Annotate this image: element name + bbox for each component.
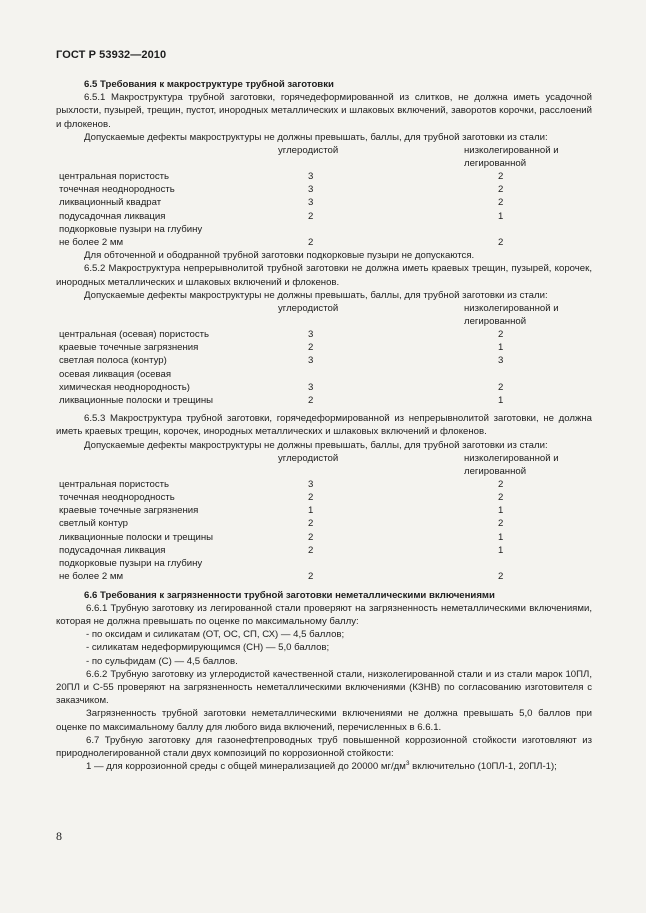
row-label: подкорковые пузыри на глубину не более 2 мм xyxy=(59,558,203,583)
table1-header xyxy=(56,144,592,170)
row-value-carbon: 3 xyxy=(308,171,314,183)
note-bubbles: Для обточенной и ободранной трубной заготовки подкорковые пузыри не допускаются. xyxy=(84,250,475,262)
table3-header xyxy=(56,452,592,478)
table-row xyxy=(56,544,592,557)
row-label: светлый контур xyxy=(59,518,128,530)
composition-item-1-text: 1 — для коррозионной среды с общей минерализацией до 20000 мг/дм xyxy=(86,761,406,773)
defects-table-3 xyxy=(56,452,592,584)
row-value-alloy: 2 xyxy=(498,478,504,490)
row-label: центральная (осевая) пористость xyxy=(59,329,210,341)
table-row xyxy=(56,368,592,394)
row-value-alloy: 2 xyxy=(498,171,504,183)
row-value-alloy: 3 xyxy=(498,355,504,367)
table-row xyxy=(56,478,592,491)
row-value-alloy: 2 xyxy=(498,197,504,209)
row-value-carbon: 3 xyxy=(308,329,314,341)
table3-col-carbon: углеродистой xyxy=(278,452,339,464)
row-value-alloy: 1 xyxy=(498,395,504,407)
row-value-alloy: 2 xyxy=(498,518,504,530)
row-label: ликвационные полоски и трещины xyxy=(59,531,214,543)
defects-table-1 xyxy=(56,144,592,249)
para-6-6-2-b: Загрязненность трубной заготовки неметаллическими включениями не должна превышать 5,0 баллов при оценке по максимальному баллу для любого вида включений, перечисленных в 6.6.1. xyxy=(56,708,592,733)
table-row xyxy=(56,557,592,583)
table2-col-alloy: низколегированной и легированной xyxy=(464,303,559,328)
row-value-carbon: 3 xyxy=(308,478,314,490)
row-label: светлая полоса (контур) xyxy=(59,355,167,367)
table3-intro: Допускаемые дефекты макроструктуры не должны превышать, баллы, для трубной заготовки из стали: xyxy=(84,439,548,451)
table1-col-alloy: низколегированной и легированной xyxy=(464,145,559,170)
table-row xyxy=(56,223,592,249)
composition-item-1-grades: включительно (10ПЛ-1, 20ПЛ-1); xyxy=(409,761,557,773)
row-value-carbon: 2 xyxy=(308,237,314,249)
para-6-5-3: 6.5.3 Макроструктура трубной заготовки, горячедеформированной из непрерывнолитой заготовки, не должна иметь краевых трещин, корочек, инородных металлических и шлаковых включений и флокенов. xyxy=(56,413,592,438)
table-row xyxy=(56,328,592,341)
para-6-7: 6.7 Трубную заготовку для газонефтепроводных труб повышенной коррозионной стойкости изготовляют из природнолегированной стали двух композиций по коррозионной стойкости: xyxy=(56,734,592,759)
row-value-carbon: 2 xyxy=(308,395,314,407)
row-label: подкорковые пузыри на глубину не более 2 мм xyxy=(59,223,203,249)
row-value-alloy: 2 xyxy=(498,184,504,196)
page-content xyxy=(56,78,592,773)
row-value-carbon: 2 xyxy=(308,492,314,504)
row-value-alloy: 1 xyxy=(498,544,504,556)
section-6-6-title: 6.6 Требования к загрязненности трубной заготовки неметаллическими включениями xyxy=(84,589,495,601)
superscript-3: 3 xyxy=(405,760,410,768)
table-row xyxy=(56,504,592,517)
row-value-carbon: 3 xyxy=(308,184,314,196)
list-item: - силикатам недеформирующимся (СН) — 5,0 баллов; xyxy=(86,642,330,654)
row-label: подусадочная ликвация xyxy=(59,544,166,556)
row-value-carbon: 2 xyxy=(308,342,314,354)
table1-col-carbon: углеродистой xyxy=(278,145,339,157)
row-label: точечная неоднородность xyxy=(59,492,175,504)
row-value-carbon: 2 xyxy=(308,210,314,222)
row-value-alloy: 1 xyxy=(498,210,504,222)
table-row xyxy=(56,394,592,407)
row-value-carbon: 2 xyxy=(308,544,314,556)
row-value-alloy: 2 xyxy=(498,492,504,504)
row-value-carbon: 3 xyxy=(308,197,314,209)
row-label: подусадочная ликвация xyxy=(59,210,166,222)
table-row xyxy=(56,531,592,544)
list-item: - по оксидам и силикатам (ОТ, ОС, СП, СХ) — 4,5 баллов; xyxy=(86,629,345,641)
para-6-5-1: 6.5.1 Макроструктура трубной заготовки, горячедеформированной из слитков, не должна иметь усадочной рыхлости, пузырей, трещин, пустот, инородных металлических и шлаковых включений, заворотов корочки, расслоений и флокенов. xyxy=(56,92,592,130)
table-row xyxy=(56,183,592,196)
row-value-alloy: 1 xyxy=(498,342,504,354)
table2-header xyxy=(56,302,592,328)
table2-intro: Допускаемые дефекты макроструктуры не должны превышать, баллы, для трубной заготовки из стали: xyxy=(84,289,548,301)
table-row xyxy=(56,170,592,183)
row-value-carbon: 3 xyxy=(308,355,314,367)
row-label: точечная неоднородность xyxy=(59,184,175,196)
table-row xyxy=(56,341,592,354)
row-label: краевые точечные загрязнения xyxy=(59,505,199,517)
row-value-alloy: 2 xyxy=(498,571,504,583)
table-row xyxy=(56,210,592,223)
row-value-alloy: 1 xyxy=(498,505,504,517)
row-value-carbon: 1 xyxy=(308,505,314,517)
row-value-alloy: 2 xyxy=(498,381,504,393)
defects-table-2 xyxy=(56,302,592,407)
row-label: краевые точечные загрязнения xyxy=(59,342,199,354)
table-row xyxy=(56,196,592,209)
table3-col-alloy: низколегированной и легированной xyxy=(464,452,559,478)
row-label: центральная пористость xyxy=(59,478,170,490)
list-item: - по сульфидам (С) — 4,5 баллов. xyxy=(86,655,238,667)
row-label: осевая ликвация (осевая химическая неоднородность) xyxy=(59,368,190,393)
para-6-6-1: 6.6.1 Трубную заготовку из легированной стали проверяют на загрязненность неметаллическими включениями, которая не должна превышать по оценке по максимальному баллу: xyxy=(56,602,592,627)
row-value-carbon: 2 xyxy=(308,571,314,583)
para-6-6-2: 6.6.2 Трубную заготовку из углеродистой качественной стали, низколегированной стали и из стали марок 10ПЛ, 20ПЛ и С-55 проверяют на загрязненность неметаллическими включениями (КЗНВ) по согласованию изготовителя с заказчиком. xyxy=(56,668,592,707)
standard-header: ГОСТ Р 53932—2010 xyxy=(56,49,167,61)
table-row xyxy=(56,517,592,530)
row-label: ликвационные полоски и трещины xyxy=(59,395,214,407)
row-label: ликвационный квадрат xyxy=(59,197,162,209)
row-value-carbon: 3 xyxy=(308,381,314,393)
row-value-alloy: 2 xyxy=(498,237,504,249)
composition-item-1 xyxy=(56,760,592,773)
row-value-alloy: 1 xyxy=(498,531,504,543)
row-label: центральная пористость xyxy=(59,171,170,183)
row-value-carbon: 2 xyxy=(308,518,314,530)
table-row xyxy=(56,354,592,367)
table2-col-carbon: углеродистой xyxy=(278,303,339,315)
table1-intro: Допускаемые дефекты макроструктуры не должны превышать, баллы, для трубной заготовки из стали: xyxy=(84,131,548,143)
para-6-5-2: 6.5.2 Макроструктура непрерывнолитой трубной заготовки не должна иметь краевых трещин, пузырей, корочек, инородных металлических и шлаковых включений и флокенов. xyxy=(56,263,592,288)
table-row xyxy=(56,491,592,504)
row-value-alloy: 2 xyxy=(498,329,504,341)
page-number: 8 xyxy=(56,829,62,843)
section-6-5-title: 6.5 Требования к макроструктуре трубной заготовки xyxy=(84,79,334,90)
row-value-carbon: 2 xyxy=(308,531,314,543)
